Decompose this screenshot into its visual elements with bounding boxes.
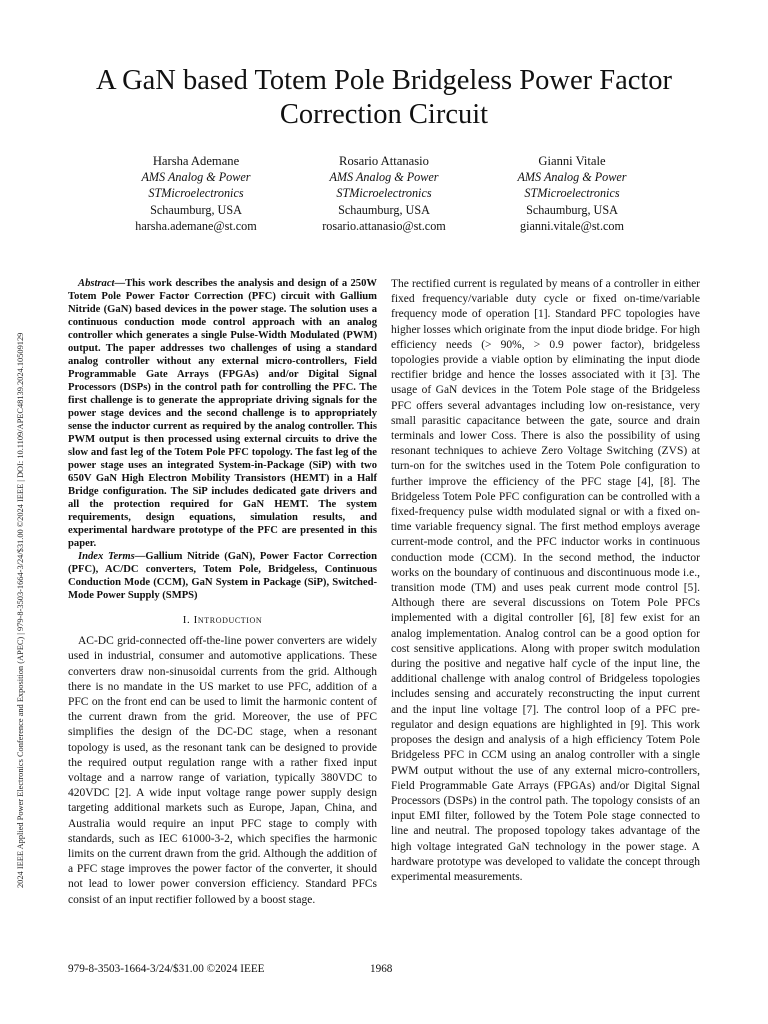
paper-title: A GaN based Totem Pole Bridgeless Power Factor Correction Circuit bbox=[95, 65, 673, 130]
section-heading bbox=[68, 613, 377, 628]
abstract-label: Abstract bbox=[78, 278, 115, 289]
author-email: gianni.vitale@st.com bbox=[520, 218, 624, 233]
author-name: Gianni Vitale bbox=[538, 154, 606, 168]
author-1 bbox=[96, 153, 296, 234]
author-dept: AMS Analog & Power bbox=[517, 170, 627, 185]
section-title: Introduction bbox=[193, 614, 263, 626]
author-city: Schaumburg, USA bbox=[150, 202, 242, 217]
author-name: Harsha Ademane bbox=[152, 154, 240, 168]
abstract-text: —This work describes the analysis and design of a 250W Totem Pole Power Factor Correction (PFC) circuit with Gallium Nitride (GaN) based devices in the power stage. The solution uses a continuous conduction mode control approach with an analog controller which generates a single Pulse-Width Modulated (PWM) output. The paper addresses two challenges of using a standard analog controller without any external micro-controllers, Field Programmable Gate Arrays (FPGAs) and/or Digital Signal Processors (DSPs) in the control path for controlling the PFC. The first challenge is to generate the appropriate driving signals for the power stage devices and the second challenge is to appropriately sense the inductor current as required by the analog controller. This PWM output is then processed using external circuits to drive the slow and fast leg of the Totem Pole PFC topology. The fast leg of the power stage uses an integrated System-in-Package (SiP) with two 650V GaN High Electron Mobility Transistors (HEMT) in a Half Bridge configuration. The SiP includes dedicated gate drivers and all the protection required for GaN HEMT. The system requirements, design equations, simulation results, and experimental hardware prototype of the PFC are presented in this paper. bbox=[68, 278, 377, 549]
author-email: harsha.ademane@st.com bbox=[135, 218, 257, 233]
intro-paragraph-left: AC-DC grid-connected off-the-line power converters are widely used in industrial, consumer and automotive applications. These converters draw non-sinusoidal currents from the grid. Although there is no mandate in the US market to use PFC, addition of a PFC on the front end can be used to limit the harmonic content of the current drawn from the grid. Moreover, the use of PFC simplifies the design of the DC-DC stage, when a resonant topology is used, as the resonant tank can be designed to provide the required output regulation range with a rather fixed input voltage and a narrow range of variation, typically 380VDC to 420VDC [2]. A wide input voltage range power supply design targeting additional markets such as Europe, Japan, China, and Australia would require an input PFC stage to comply with standards, such as IEC 61000-3-2, which specifies the harmonic limits on the current drawn from the grid. Although the addition of a PFC stage improves the power factor of the converter, it should not lead to lower power conversion efficiency. Standard PFCs consist of an input rectifier followed by a boost stage. bbox=[68, 635, 377, 906]
footer-copyright: 979-8-3503-1664-3/24/$31.00 ©2024 IEEE bbox=[68, 963, 265, 975]
section-number: I. bbox=[182, 614, 191, 626]
author-3 bbox=[472, 153, 672, 234]
author-name: Rosario Attanasio bbox=[339, 154, 429, 168]
author-block bbox=[0, 153, 768, 233]
author-dept: AMS Analog & Power bbox=[329, 170, 439, 185]
author-org: STMicroelectronics bbox=[336, 186, 432, 201]
index-terms-label: Index Terms bbox=[78, 551, 135, 562]
author-2 bbox=[284, 153, 484, 234]
author-email: rosario.attanasio@st.com bbox=[322, 218, 446, 233]
left-column bbox=[68, 277, 377, 908]
right-column bbox=[391, 277, 700, 885]
author-city: Schaumburg, USA bbox=[338, 202, 430, 217]
author-dept: AMS Analog & Power bbox=[141, 170, 251, 185]
side-note bbox=[16, 168, 26, 888]
author-city: Schaumburg, USA bbox=[526, 202, 618, 217]
side-note-text: 2024 IEEE Applied Power Electronics Conference and Exposition (APEC) | 979-8-3503-1664-3/24/$31.00 ©2024 IEEE | DOI: 10.1109/APEC48139.2024.10509129 bbox=[16, 332, 25, 888]
abstract bbox=[68, 277, 377, 602]
author-org: STMicroelectronics bbox=[524, 186, 620, 201]
index-terms-text: —Gallium Nitride (GaN), Power Factor Correction (PFC), AC/DC converters, Totem Pole, Bridgeless, Continuous Conduction Mode (CCM), GaN System in Package (SiP), Switched-Mode Power Supply (SMPS) bbox=[68, 551, 377, 601]
author-org: STMicroelectronics bbox=[148, 186, 244, 201]
intro-paragraph-right: The rectified current is regulated by means of a controller in either fixed frequency/variable duty cycle or fixed on-time/variable frequency mode of operation [1]. Standard PFC topologies have higher losses which originate from the input diode bridge. For high efficiency needs (> 90%, > 0.9 power factor), bridgeless topologies provide a viable option by eliminating the input diode rectifier bridge and hence the losses associated with it [3]. The usage of GaN devices in the Totem Pole stage of the Bridgeless PFC offers several advantages including low on-resistance, very small parasitic capacitance between the gate, source and drain terminals and lower Coss. There is also the possibility of using resonant techniques to achieve Zero Voltage Switching (ZVS) at turn-on for the switches used in the Totem Pole configuration to further improve the efficiency of the PFC stage [4], [8]. The Bridgeless Totem Pole PFC configuration can be controlled with a fixed-frequency pulse width modulated signal or with a fixed on-time variable frequency signal. The first method employs average current-mode control, and the PFC inductor works in continuous conduction mode (CCM). In the second method, the inductor works on the boundary of continuous and discontinuous mode i.e., transition mode (TM) and uses peak current mode control [5]. Although there are several discussions on Totem Pole PFCs implemented with a digital controller [6], [8] few exist for an analog implementation. Analog control can be a good option for cost sensitive applications. Along with proper switch modulation during the positive and negative half cycle of the input line, the additional challenge with analog control of Bridgeless topologies includes sensing and accurately reconstructing the input current and the input line voltage [7]. The control loop of a PFC pre-regulator and design equations are highlighted in [9]. This work proposes the design and analysis of a high efficiency Totem Pole Bridgeless PFC in CCM using an analog controller with a single PWM output without the use of any external micro-controllers, Field Programmable Gate Arrays (FPGAs) and/or Digital Signal Processors (DSPs) in the control path. The topology consists of an input EMI filter, followed by the Totem Pole stage connected to line and neutral. The proposed topology takes advantage of the high voltage integrated GaN technology in the power stage. A hardware prototype was developed to validate the concept through experimental measurements. bbox=[391, 278, 700, 883]
page-number: 1968 bbox=[370, 963, 393, 975]
